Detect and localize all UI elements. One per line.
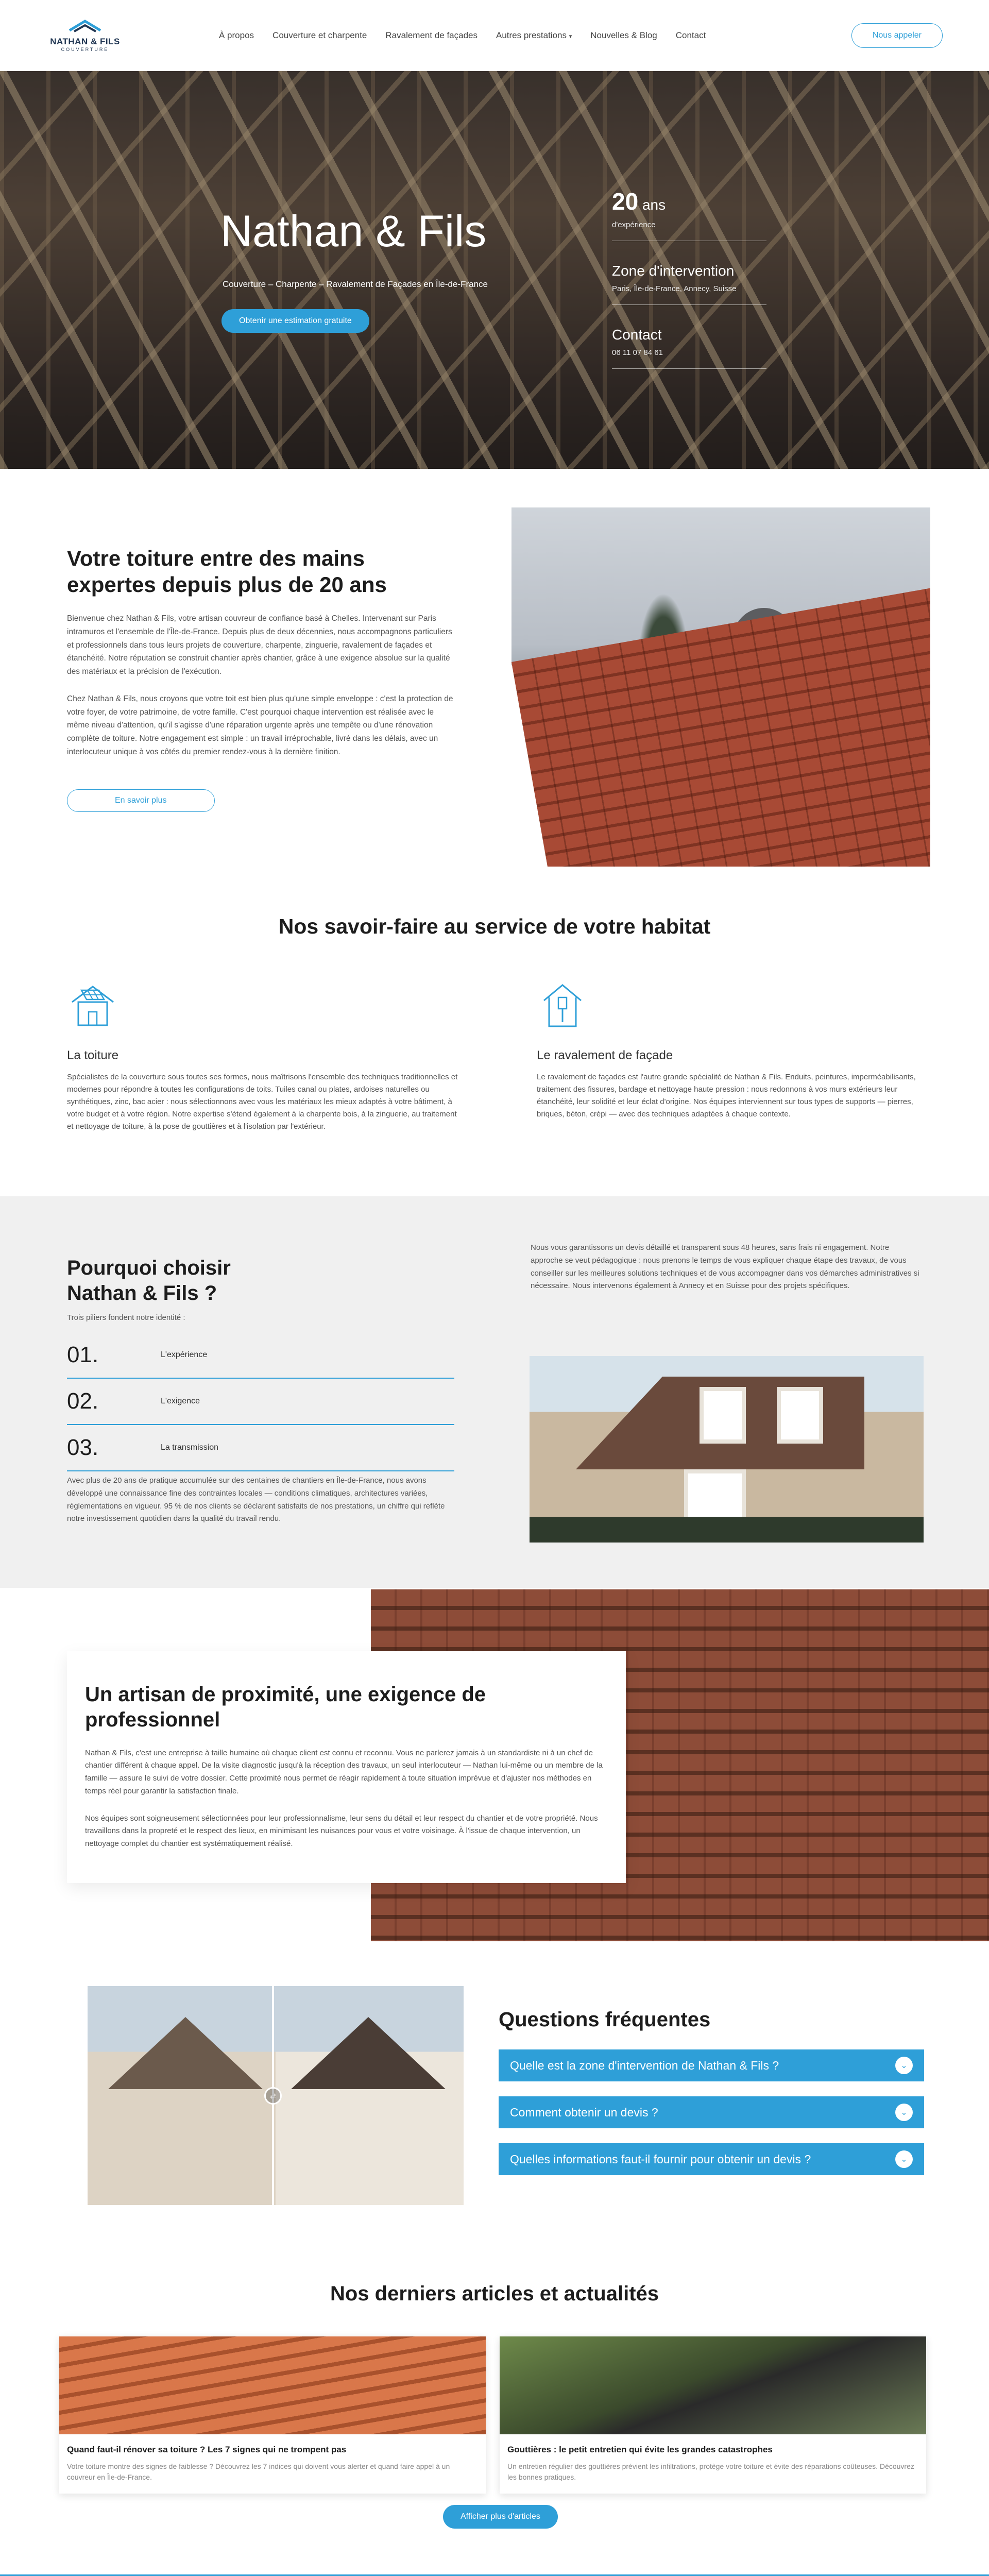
site-logo[interactable] xyxy=(46,12,124,59)
why-text: Avec plus de 20 ans de pratique accumulée sur des centaines de chantiers en Île-de-France, nous avons développé une connaissance fine des contraintes locales — conditions climatiques, architectures variées, réglementations en vigueur. 95 % de nos clients se déclarent satisfaits de nos prestations, un chiffre qui reflète notre investissement quotidien dans la qualité du travail rendu. xyxy=(67,1476,445,1523)
faq-question[interactable] xyxy=(499,2049,924,2081)
article-image xyxy=(500,2336,926,2434)
why-right-text: Nous vous garantissons un devis détaillé et transparent sous 48 heures, sans frais ni engagement. Notre approche se veut pédagogique : nous prenons le temps de vous expliquer chaque étape des travaux, de vous conseiller sur les meilleures solutions techniques et de vous accompagner dans vos démarches administratives si nécessaire. Nous intervenons également à Annecy et en Suisse pour des projets spécifiques. xyxy=(531,1243,919,1291)
hero-facts xyxy=(612,179,766,382)
nav-item-ravalement[interactable]: Ravalement de façades xyxy=(385,30,478,40)
service-toiture-title: La toiture xyxy=(67,1048,119,1062)
nav-item-autres-label: Autres prestations xyxy=(496,30,567,40)
why-item xyxy=(67,1425,454,1471)
article-excerpt: Votre toiture montre des signes de faiblesse ? Découvrez les 7 indices qui doivent vous alerter et quand faire appel à un couvreur en Île-de-France. xyxy=(67,2462,450,2481)
roof-solar-icon xyxy=(67,979,118,1030)
article-card[interactable] xyxy=(59,2336,486,2494)
faq-question-text: Quelle est la zone d'intervention de Nathan & Fils ? xyxy=(510,2058,779,2072)
fact-experience-number: 20 xyxy=(612,188,639,215)
article-excerpt: Un entretien régulier des gouttières prévient les infiltrations, protège votre toiture et évite des réparations coûteuses. Découvrez les bonnes pratiques. xyxy=(507,2462,914,2481)
roof-photo xyxy=(511,507,930,867)
why-item-label: La transmission xyxy=(161,1443,219,1452)
logo-name: NATHAN & FILS xyxy=(50,36,120,46)
fact-experience xyxy=(612,179,766,241)
intro-paragraph-1: Bienvenue chez Nathan & Fils, votre artisan couvreur de confiance basé à Chelles. Intervenant sur Paris intramuros et l'ensemble de l'Île-de-France. Depuis plus de deux décennies, nous accompagnons particuliers et professionnels dans tous leurs projets de couverture, charpente, zinguerie, ravalement de façades et étanchéité. Notre réputation se construit chantier après chantier, grâce à une exigence absolue sur la qualité des matériaux et la précision de l'exécution. xyxy=(67,614,452,676)
site-header xyxy=(0,0,989,71)
nav-item-contact[interactable]: Contact xyxy=(675,30,706,40)
chevron-down-icon: ▾ xyxy=(569,33,572,40)
articles-title: Nos derniers articles et actualités xyxy=(330,2282,659,2305)
artisan-card xyxy=(67,1651,626,1883)
why-subtitle: Trois piliers fondent notre identité : xyxy=(67,1313,185,1322)
fact-experience-unit: ans xyxy=(642,197,666,213)
why-section xyxy=(0,1196,989,1588)
house-brush-icon xyxy=(537,979,588,1030)
faq-question[interactable] xyxy=(499,2143,924,2175)
logo-sub: COUVERTURE xyxy=(61,46,109,52)
slider-handle-icon[interactable]: ⇄ xyxy=(264,2087,282,2105)
intro-text xyxy=(67,545,453,812)
why-item-number: 01. xyxy=(67,1342,99,1367)
nav-item-about[interactable]: À propos xyxy=(219,30,254,40)
chevron-down-icon: ⌄ xyxy=(895,2150,913,2168)
article-title[interactable]: Gouttières : le petit entretien qui évite les grandes catastrophes xyxy=(507,2445,773,2454)
article-image xyxy=(59,2336,486,2434)
artisan-title: Un artisan de proximité, une exigence de professionnel xyxy=(85,1683,486,1731)
before-after-slider[interactable] xyxy=(88,1986,464,2205)
why-item-label: L'exigence xyxy=(161,1397,200,1405)
why-item xyxy=(67,1332,454,1379)
why-list xyxy=(67,1332,454,1471)
more-articles-button[interactable]: Afficher plus d'articles xyxy=(443,2505,558,2529)
why-title xyxy=(67,1256,252,1306)
why-title-text: Pourquoi choisir Nathan & Fils ? xyxy=(67,1257,231,1304)
faq-question-text: Quelles informations faut-il fournir pour obtenir un devis ? xyxy=(510,2152,811,2166)
why-item xyxy=(67,1379,454,1425)
artisan-paragraph-1: Nathan & Fils, c'est une entreprise à taille humaine où chaque client est connu et reconnu. Vous ne parlerez jamais à un standardiste ni à un chef de chantier différent à chaque appel. De la visite diagnostic jusqu'à la réception des travaux, un seul interlocuteur — Nathan lui-même ou un membre de la famille — assure le suivi de votre dossier. Cette proximité nous permet de réagir rapidement à toute situation imprévue et d'ajuster nos méthodes en temps réel pour garantir la satisfaction finale. xyxy=(85,1748,603,1795)
chevron-down-icon: ⌄ xyxy=(895,2057,913,2074)
article-card[interactable] xyxy=(500,2336,926,2494)
fact-contact-phone[interactable]: 06 11 07 84 61 xyxy=(612,348,663,357)
logo-roof-icon xyxy=(67,19,103,37)
nav-item-couverture[interactable]: Couverture et charpente xyxy=(272,30,367,40)
service-ravalement-text: Le ravalement de façades est l'autre grande spécialité de Nathan & Fils. Enduits, peintures, imperméabilisants, traitement des fissures, bardage et nettoyage haute pression : nous redonnons à vos murs extérieurs leur étanchéité, leur solidité et leur éclat d'origine. Nos équipes interviennent sur tous types de supports — pierres, briques, béton, crépi — avec des techniques adaptées à chaque contexte. xyxy=(537,1073,916,1118)
faq-question[interactable] xyxy=(499,2096,924,2128)
hero-title: Nathan & Fils xyxy=(220,207,487,256)
intro-paragraph-2: Chez Nathan & Fils, nous croyons que votre toit est bien plus qu'une simple enveloppe : c'est la protection de votre foyer, de votre patrimoine, de votre famille. C'est pourquoi chaque intervention est réalisée avec le même niveau d'attention, qu'il s'agisse d'une réparation urgente après une tempête ou d'une rénovation complète de toiture. Notre engagement est simple : un travail irréprochable, livré dans les délais, avec un interlocuteur unique à vos côtés du premier rendez-vous à la dernière finition. xyxy=(67,694,453,756)
hero-subtitle: Couverture – Charpente – Ravalement de Façades en Île-de-France xyxy=(223,279,488,289)
chevron-down-icon: ⌄ xyxy=(895,2104,913,2121)
fact-zone xyxy=(612,255,766,305)
service-toiture-text: Spécialistes de la couverture sous toutes ses formes, nous maîtrisons l'ensemble des techniques traditionnelles et modernes pour répondre à toutes les configurations de toits. Tuiles canal ou plates, ardoises naturelles ou synthétiques, zinc, bac acier : nous sélectionnons avec vous les matériaux les mieux adaptés à votre bâtiment, à votre budget et à votre région. Notre expertise s'étend également à la charpente bois, à la zinguerie, au traitement et nettoyage de toiture, à la pose de gouttières et à l'isolation par l'extérieur. xyxy=(67,1073,458,1131)
nav-item-blog[interactable]: Nouvelles & Blog xyxy=(590,30,657,40)
why-item-number: 03. xyxy=(67,1435,99,1460)
fact-contact xyxy=(612,318,766,369)
intro-title: Votre toiture entre des mains expertes depuis plus de 20 ans xyxy=(67,546,387,597)
nav-item-autres[interactable] xyxy=(496,30,572,41)
hero-estimate-button[interactable]: Obtenir une estimation gratuite xyxy=(221,309,369,333)
fact-zone-value: Paris, Île-de-France, Annecy, Suisse xyxy=(612,284,737,293)
article-title[interactable]: Quand faut-il rénover sa toiture ? Les 7 signes qui ne trompent pas xyxy=(67,2445,347,2454)
faq-title: Questions fréquentes xyxy=(499,2008,711,2031)
house-photo xyxy=(530,1356,924,1543)
savoir-faire-title: Nos savoir-faire au service de votre habitat xyxy=(278,914,711,938)
faq-question-text: Comment obtenir un devis ? xyxy=(510,2105,658,2119)
service-ravalement-title: Le ravalement de façade xyxy=(537,1048,673,1062)
artisan-paragraph-2: Nos équipes sont soigneusement sélectionnées pour leur professionnalisme, leur sens du détail et leur respect du chantier et de votre propriété. Nous travaillons dans la propreté et le respect des lieux, en minimisant les nuisances pour vous et votre voisinage. À l'issue de chaque intervention, un nettoyage complet du chantier est systématiquement réalisé. xyxy=(85,1814,598,1849)
hero xyxy=(0,71,989,469)
why-item-number: 02. xyxy=(67,1388,99,1414)
service-ravalement xyxy=(537,979,933,1121)
service-toiture xyxy=(67,979,464,1133)
why-item-label: L'expérience xyxy=(161,1350,208,1359)
call-button[interactable]: Nous appeler xyxy=(851,23,943,48)
main-nav xyxy=(219,30,706,41)
learn-more-button[interactable]: En savoir plus xyxy=(67,789,215,812)
fact-zone-title: Zone d'intervention xyxy=(612,263,735,279)
fact-experience-value: d'expérience xyxy=(612,221,656,229)
fact-contact-title: Contact xyxy=(612,327,662,343)
